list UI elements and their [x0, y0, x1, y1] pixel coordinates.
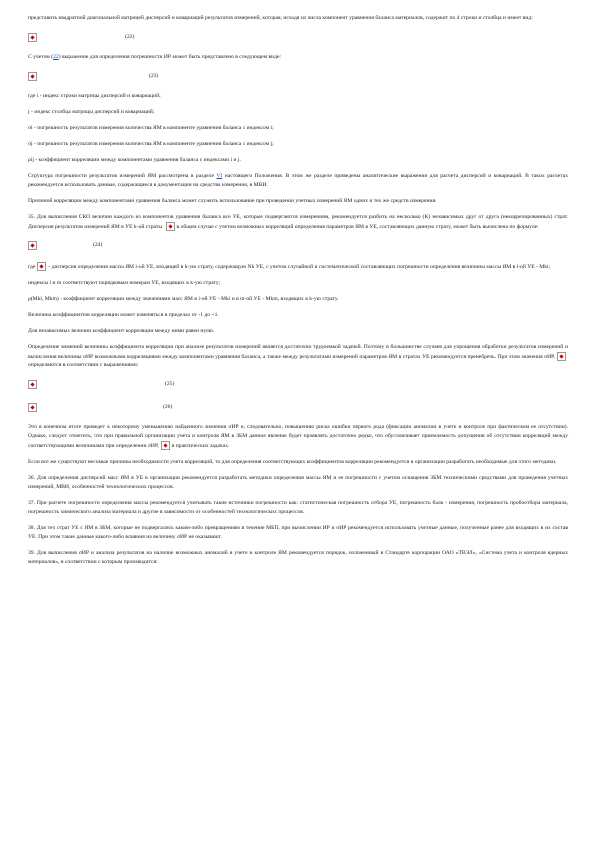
- paragraph-correlation-cause: Причиной корреляции между компонентами уравнения баланса может служить использование при проведении учетных измерений ЯМ одних и тех же средств измерения.: [28, 198, 437, 204]
- paragraph-range: Величина коэффициентов корреляции может изменяться в пределах от -1 до +1.: [28, 311, 219, 318]
- equation-number: (22): [125, 33, 135, 40]
- equation-number: (24): [93, 242, 103, 249]
- section-link-vi[interactable]: VI: [216, 173, 223, 179]
- paragraph-37: 37. При расчете погрешности определения массы рекомендуется учитывать такие источники погрешности как: статистическая погрешность отбора УЕ, погрешность балк - измерения, погрешность пробоотбора материала, погрешность химического анализа материала и другие в зависимости от особенностей технологических процессов.: [28, 500, 568, 516]
- paragraph-38: 38. Для тех страт УЕ с ЯМ в ЗБМ, которые не подвергались каким-либо превращениям в течение МБП, при вычислении ИР и σИР рекомендуется использовать учетные данные, полученные ранее для входящих в их состав УЕ. При этом такие данные какого-либо влияния на величину σИР не оказывают.: [28, 525, 568, 541]
- paragraph-35: 35. Для вычисления СКО величин каждого из компонентов уравнения баланса все УЕ, которые подвергаются измерениям, рекомендуется разбить на несколько (K) независимых друг от друга (некоррелированных) страт. Дисперсия результатов измерений ЯМ в УЕ k-ой страты в общем случае с учетом возможных корреляций определения параметров ЯМ в УЕ, составляющих данную страту, может быть вычислена по формуле:: [28, 214, 568, 230]
- paragraph-reasons: Если все же существуют весомые причины необходимости учета корреляций, то для определения соответствующих коэффициентов корреляции рекомендуется в организации разработать необходимые для этого методики.: [28, 459, 557, 466]
- equation-link-22[interactable]: 22: [53, 54, 59, 60]
- broken-image-icon: [28, 403, 37, 412]
- equation-25: [28, 377, 568, 391]
- equation-number: (25): [165, 380, 175, 387]
- equation-24: [28, 239, 568, 253]
- definition-sigma-i: σi - погрешность результатов измерения количества ЯМ в компоненте уравнения баланса с индексом i;: [28, 125, 274, 131]
- definition-sigma-j: σj - погрешность результатов измерения количества ЯМ в компоненте уравнения баланса с индексом j;: [28, 141, 274, 147]
- document-page: [28, 14, 568, 574]
- equation-number: (23): [149, 72, 159, 79]
- broken-image-icon: [28, 72, 37, 81]
- paragraph-determination: Определение значений величины коэффициента корреляции при анализе результатов измерений является достаточно трудоемкой задачей. Поэтому в большинстве случаев для упрощения обработки результатов измерений и вычисления величины σИР возможными корреляциями между компонентами уравнения баланса, а также между результатами измерений параметров ЯМ в стратах УЕ рекомендуется пренебречь. При этом значения σИР,определяются в соответствии с выражениями:: [28, 343, 568, 369]
- equation-number: (26): [163, 403, 173, 410]
- equation-22: [28, 30, 568, 44]
- paragraph-39: 39. Для вычисления σИР и анализа результатов на наличие возможных аномалий в учете и контроле ЯМ рекомендуется порядок, изложенный в Стандарте корпорации ОАО «ТВЭЛ», «Система учета и контроля ядерных материалов», в соответствии с которым производится:: [28, 550, 568, 566]
- broken-image-icon: [28, 33, 37, 42]
- paragraph-36: 36. Для определения дисперсий масс ЯМ в УЕ в организации рекомендуется разработать методики определения массы ЯМ и ее погрешности с учетом оснащения ЗБМ техническими средствами для проведения учетных измерений, МВИ, особенностей технологических процессов.: [28, 475, 568, 491]
- paragraph-consequence: Это в конечном итоге приведет к некоторому уменьшению найденного значения σИР и, следовательно, повышению риска ошибки первого рода (фиксации аномалии в учете и контроле при фактическом ее отсутствии). Однако, следует отметить, что при правильной организации учета и контроля ЯМ в ЗБМ данное явление будет проявлять достаточно редко, что обусловливает приемлемость допущения об отсутствии корреляций между соответствующими величинами при определении σИР, в практических задачах.: [28, 424, 568, 450]
- paragraph-with-22: С учетом (22) выражение для определения погрешности ИР может быть представлено в следующем виде:: [28, 54, 282, 60]
- paragraph-rho-def: ρ(Mki, Mkm) - коэффициент корреляции между значениями масс ЯМ в i-ой УЕ - Mki и в m-ой УЕ - Mkm, входящих в k-ую страту.: [28, 295, 339, 302]
- equation-26: [28, 400, 568, 414]
- equation-23: [28, 69, 568, 83]
- paragraph-where: где - дисперсия определения массы ЯМ i-ой УЕ, входящей в k-ую страту, содержащую Nk УЕ, с учетом случайной и систематической составляющих погрешности определения величины массы ЯМ в i-ой УЕ - Mki;: [28, 263, 551, 270]
- broken-image-icon: [161, 441, 170, 450]
- broken-image-icon: [28, 241, 37, 250]
- broken-image-icon: [166, 222, 175, 231]
- paragraph-matrix-intro: представить квадратной диагональной матрицей дисперсий и ковариаций результатов измерений, которая, исходя из числа компонент уравнения баланса материалов, содержит по 4 строки и столбца и имеет вид:: [28, 15, 533, 21]
- broken-image-icon: [37, 262, 46, 271]
- definition-j: j - индекс столбца матрицы дисперсий и ковариаций;: [28, 109, 155, 115]
- paragraph-structure: Структура погрешности результатов измерений ЯМ рассмотрена в разделе VI настоящего Положения. В этом же разделе приведены аналитические выражения для расчета дисперсий и ковариаций. В таких расчетах рекомендуется использовать данные, содержащиеся в документации на средства измерения, в МВИ.: [28, 173, 569, 188]
- paragraph-indices: индексы i и m соответствуют порядковым номерам УЕ, входящих в k-ую страту;: [28, 279, 221, 286]
- definition-rho: ρij - коэффициент корреляции между компонентами уравнения баланса с индексами i и j.: [28, 157, 241, 163]
- definition-i: где i - индекс строки матрицы дисперсий и ковариаций;: [28, 93, 161, 99]
- paragraph-independent: Для независимых величин коэффициент корреляции между ними равен нулю.: [28, 327, 215, 334]
- broken-image-icon: [557, 352, 566, 361]
- broken-image-icon: [28, 380, 37, 389]
